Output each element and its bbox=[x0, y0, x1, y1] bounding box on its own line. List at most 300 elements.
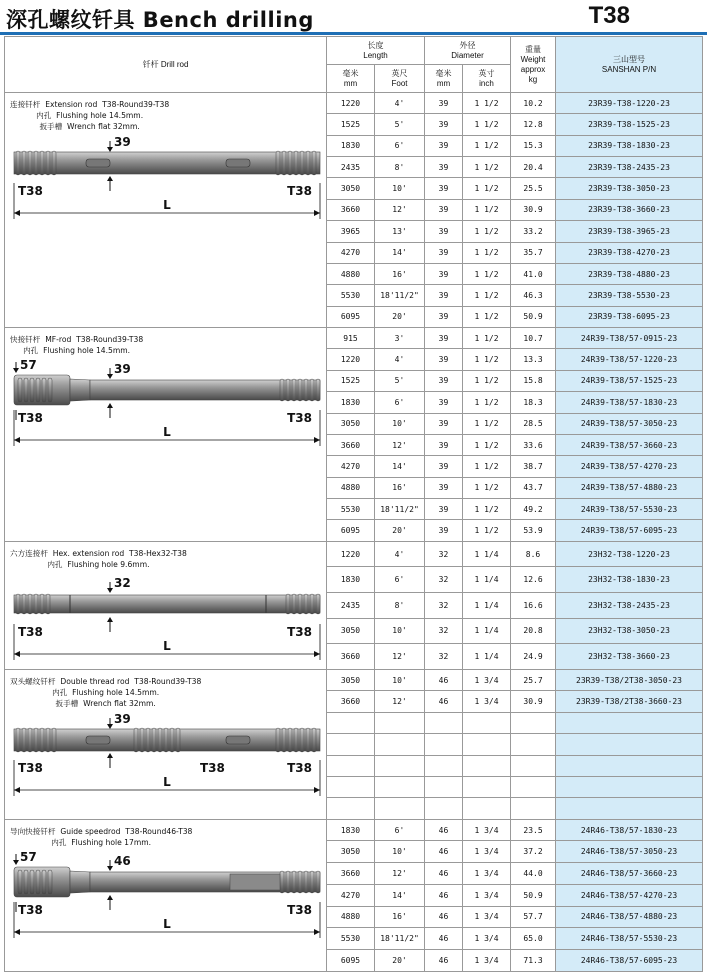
diameter-in-cell: 1 3/4 bbox=[463, 950, 511, 972]
weight-kg-cell: 16.6 bbox=[511, 593, 556, 619]
length-ft-cell bbox=[375, 798, 425, 819]
diameter-in-cell: 1 1/2 bbox=[463, 370, 511, 391]
part-number-cell: 24R39-T38/57-1525-23 bbox=[556, 370, 703, 391]
table-row bbox=[5, 541, 703, 567]
weight-kg-cell: 35.7 bbox=[511, 242, 556, 263]
thread-left bbox=[42, 378, 46, 402]
length-mm-cell: 4270 bbox=[327, 456, 375, 477]
thread-right bbox=[298, 379, 302, 401]
rod-body bbox=[14, 152, 320, 174]
length-mm-cell: 3660 bbox=[327, 863, 375, 885]
part-number-cell: 23R39-T38-1220-23 bbox=[556, 93, 703, 114]
weight-kg-cell: 30.9 bbox=[511, 199, 556, 220]
thread-left bbox=[16, 151, 20, 175]
thread-right bbox=[288, 151, 292, 175]
part-number-cell bbox=[556, 776, 703, 797]
length-label: L bbox=[163, 774, 171, 789]
rod-illustration bbox=[10, 360, 326, 472]
diameter-mm-cell: 39 bbox=[425, 285, 463, 306]
length-label: L bbox=[163, 638, 171, 653]
rod-drawing bbox=[10, 360, 326, 470]
length-ft-cell: 5' bbox=[375, 370, 425, 391]
diameter-in-cell bbox=[463, 755, 511, 776]
dim-arrow-left bbox=[14, 437, 20, 443]
rod-drawing bbox=[10, 574, 326, 684]
thread-left bbox=[34, 594, 38, 614]
part-number-cell: 23R39-T38-4270-23 bbox=[556, 242, 703, 263]
diameter-mm-cell: 39 bbox=[425, 221, 463, 242]
part-number-cell: 24R39-T38/57-3660-23 bbox=[556, 434, 703, 455]
wrench-flat-left bbox=[86, 159, 110, 167]
diameter-in-cell: 1 1/2 bbox=[463, 327, 511, 348]
weight-kg-cell: 37.2 bbox=[511, 841, 556, 863]
dia-label: 32 bbox=[114, 575, 131, 590]
diameter-mm-heading: 毫米 mm bbox=[425, 65, 463, 93]
length-mm-cell: 1525 bbox=[327, 370, 375, 391]
dim-arrow-right bbox=[314, 437, 320, 443]
length-ft-cell: 6' bbox=[375, 567, 425, 593]
product-description-cell bbox=[5, 93, 327, 328]
diameter-in-cell: 1 1/2 bbox=[463, 306, 511, 327]
weight-kg-cell: 33.2 bbox=[511, 221, 556, 242]
rod-body bbox=[90, 872, 320, 892]
length-mm-cell: 1220 bbox=[327, 541, 375, 567]
thread-right bbox=[282, 151, 286, 175]
thread-middle bbox=[164, 728, 168, 752]
diameter-in-cell: 1 3/4 bbox=[463, 841, 511, 863]
length-mm-cell: 3965 bbox=[327, 221, 375, 242]
thread-label-middle: T38 bbox=[200, 760, 225, 775]
diameter-in-cell: 1 1/2 bbox=[463, 392, 511, 413]
weight-kg-cell bbox=[511, 776, 556, 797]
length-ft-cell: 12' bbox=[375, 691, 425, 712]
thread-right bbox=[286, 871, 290, 893]
thread-left bbox=[48, 870, 52, 894]
part-number-cell: 24R46-T38/57-5530-23 bbox=[556, 928, 703, 950]
diameter-in-cell: 1 1/2 bbox=[463, 520, 511, 541]
length-mm-cell: 3050 bbox=[327, 669, 375, 690]
length-ft-cell: 10' bbox=[375, 669, 425, 690]
description-line: 导向快接钎杆 Guide speedrod T38-Round46-T38 bbox=[10, 826, 193, 836]
thread-label-right: T38 bbox=[287, 410, 312, 425]
weight-kg-cell: 71.3 bbox=[511, 950, 556, 972]
part-number-cell: 23R39-T38-1525-23 bbox=[556, 114, 703, 135]
diameter-mm-cell: 39 bbox=[425, 413, 463, 434]
diameter-heading: 外径 Diameter bbox=[425, 37, 511, 65]
diameter-mm-cell: 39 bbox=[425, 392, 463, 413]
dim-arrow-left bbox=[14, 651, 20, 657]
length-ft-cell: 4' bbox=[375, 349, 425, 370]
thread-right bbox=[280, 871, 284, 893]
diameter-in-cell: 1 3/4 bbox=[463, 928, 511, 950]
diameter-in-cell: 1 1/2 bbox=[463, 199, 511, 220]
length-mm-cell: 4270 bbox=[327, 884, 375, 906]
length-mm-cell: 1830 bbox=[327, 819, 375, 841]
description-line: 连接钎杆 Extension rod T38-Round39-T38 bbox=[10, 100, 170, 109]
diameter-in-cell: 1 1/2 bbox=[463, 413, 511, 434]
thread-right bbox=[286, 379, 290, 401]
part-number-cell: 24R39-T38/57-4880-23 bbox=[556, 477, 703, 498]
weight-kg-cell: 20.4 bbox=[511, 157, 556, 178]
thread-left bbox=[28, 728, 32, 752]
rod-drawing bbox=[10, 133, 326, 243]
page-title: 深孔螺纹钎具 Bench drilling bbox=[6, 8, 314, 32]
diameter-mm-cell: 39 bbox=[425, 370, 463, 391]
taper bbox=[70, 871, 90, 893]
length-ft-cell: 18'11/2" bbox=[375, 928, 425, 950]
part-number-cell: 24R46-T38/57-3050-23 bbox=[556, 841, 703, 863]
dia2-arrowhead bbox=[13, 368, 19, 373]
part-number-cell: 24R46-T38/57-6095-23 bbox=[556, 950, 703, 972]
length-ft-cell: 14' bbox=[375, 242, 425, 263]
length-ft-cell: 10' bbox=[375, 841, 425, 863]
diameter-mm-cell: 32 bbox=[425, 593, 463, 619]
diameter-in-heading: 英寸 inch bbox=[463, 65, 511, 93]
weight-kg-cell: 49.2 bbox=[511, 499, 556, 520]
diameter-mm-cell: 39 bbox=[425, 327, 463, 348]
weight-kg-cell: 33.6 bbox=[511, 434, 556, 455]
length-ft-cell bbox=[375, 776, 425, 797]
diameter-mm-cell bbox=[425, 755, 463, 776]
part-number-cell: 24R39-T38/57-5530-23 bbox=[556, 499, 703, 520]
length-mm-cell: 3050 bbox=[327, 841, 375, 863]
thread-left bbox=[16, 728, 20, 752]
length-mm-cell: 2435 bbox=[327, 157, 375, 178]
weight-kg-cell: 8.6 bbox=[511, 541, 556, 567]
length-ft-cell: 8' bbox=[375, 157, 425, 178]
diameter-mm-cell: 39 bbox=[425, 456, 463, 477]
length-ft-cell: 20' bbox=[375, 306, 425, 327]
part-number-cell: 24R39-T38/57-1830-23 bbox=[556, 392, 703, 413]
diameter-mm-cell: 39 bbox=[425, 114, 463, 135]
length-mm-heading: 毫米 mm bbox=[327, 65, 375, 93]
thread-label-left: T38 bbox=[18, 410, 43, 425]
thread-left bbox=[28, 151, 32, 175]
weight-kg-cell: 50.9 bbox=[511, 306, 556, 327]
dim-arrow-right bbox=[314, 210, 320, 216]
table-row bbox=[5, 327, 703, 348]
thread-left bbox=[28, 594, 32, 614]
weight-kg-cell: 18.3 bbox=[511, 392, 556, 413]
length-mm-cell: 6095 bbox=[327, 306, 375, 327]
diameter-mm-cell: 46 bbox=[425, 691, 463, 712]
pn-heading: 三山型号 SANSHAN P/N bbox=[556, 37, 703, 93]
length-mm-cell: 6095 bbox=[327, 950, 375, 972]
diameter-in-cell: 1 1/4 bbox=[463, 541, 511, 567]
diameter-in-cell: 1 1/2 bbox=[463, 93, 511, 114]
thread-right bbox=[294, 728, 298, 752]
diameter-in-cell bbox=[463, 776, 511, 797]
thread-right bbox=[312, 151, 316, 175]
thread-left bbox=[46, 728, 50, 752]
diameter-mm-cell bbox=[425, 734, 463, 755]
thread-middle bbox=[152, 728, 156, 752]
length-mm-cell: 3660 bbox=[327, 644, 375, 670]
thread-right bbox=[306, 151, 310, 175]
length-mm-cell: 915 bbox=[327, 327, 375, 348]
diameter-mm-cell: 39 bbox=[425, 199, 463, 220]
thread-right bbox=[304, 379, 308, 401]
diameter-mm-cell: 32 bbox=[425, 567, 463, 593]
diameter-in-cell: 1 1/4 bbox=[463, 644, 511, 670]
diameter-mm-cell: 46 bbox=[425, 950, 463, 972]
thread-right bbox=[292, 871, 296, 893]
diameter-in-cell: 1 1/2 bbox=[463, 285, 511, 306]
diameter-mm-cell: 39 bbox=[425, 349, 463, 370]
length-ft-cell: 8' bbox=[375, 593, 425, 619]
length-ft-cell: 18'11/2" bbox=[375, 499, 425, 520]
length-ft-cell: 4' bbox=[375, 93, 425, 114]
part-number-cell bbox=[556, 798, 703, 819]
page-header bbox=[0, 0, 707, 34]
thread-left bbox=[48, 378, 52, 402]
weight-kg-cell: 30.9 bbox=[511, 691, 556, 712]
dia2-arrowhead bbox=[13, 860, 19, 865]
thread-left bbox=[40, 594, 44, 614]
part-number-cell: 24R39-T38/57-6095-23 bbox=[556, 520, 703, 541]
diameter-mm-cell: 39 bbox=[425, 242, 463, 263]
length-mm-cell: 4880 bbox=[327, 477, 375, 498]
thread-left bbox=[40, 728, 44, 752]
length-ft-cell: 16' bbox=[375, 477, 425, 498]
diameter-in-cell: 1 3/4 bbox=[463, 906, 511, 928]
length-ft-cell: 6' bbox=[375, 392, 425, 413]
diameter-mm-cell: 46 bbox=[425, 669, 463, 690]
length-ft-heading: 英尺 Foot bbox=[375, 65, 425, 93]
diameter-mm-cell: 46 bbox=[425, 841, 463, 863]
thread-left bbox=[52, 728, 56, 752]
length-mm-cell: 3660 bbox=[327, 199, 375, 220]
length-ft-cell: 10' bbox=[375, 413, 425, 434]
diameter-in-cell: 1 3/4 bbox=[463, 691, 511, 712]
thread-middle bbox=[158, 728, 162, 752]
length-mm-cell: 1830 bbox=[327, 135, 375, 156]
dia-label: 39 bbox=[114, 361, 131, 376]
thread-right bbox=[310, 594, 314, 614]
series-label: T38 bbox=[588, 2, 630, 29]
weight-kg-cell: 38.7 bbox=[511, 456, 556, 477]
part-number-cell: 23R39-T38-3660-23 bbox=[556, 199, 703, 220]
product-heading: 钎杆 Drill rod bbox=[5, 37, 327, 93]
length-label: L bbox=[163, 198, 171, 212]
weight-kg-cell: 10.2 bbox=[511, 93, 556, 114]
length-mm-cell: 1525 bbox=[327, 114, 375, 135]
rod-body bbox=[90, 380, 320, 400]
product-description-cell bbox=[5, 669, 327, 819]
part-number-cell: 23R39-T38-4880-23 bbox=[556, 263, 703, 284]
length-ft-cell: 16' bbox=[375, 263, 425, 284]
diameter-in-cell: 1 1/2 bbox=[463, 221, 511, 242]
length-mm-cell: 3050 bbox=[327, 618, 375, 644]
thread-right bbox=[304, 871, 308, 893]
thread-middle bbox=[134, 728, 138, 752]
product-description-cell bbox=[5, 327, 327, 541]
thread-middle bbox=[140, 728, 144, 752]
length-label: L bbox=[163, 916, 171, 931]
diameter-mm-cell: 39 bbox=[425, 157, 463, 178]
dia-arrowhead bbox=[107, 724, 113, 729]
thread-right bbox=[276, 151, 280, 175]
thread-right bbox=[310, 871, 314, 893]
thread-label-left: T38 bbox=[18, 902, 43, 917]
length-mm-cell: 4880 bbox=[327, 263, 375, 284]
length-ft-cell: 12' bbox=[375, 434, 425, 455]
thread-left bbox=[46, 151, 50, 175]
weight-kg-cell: 10.7 bbox=[511, 327, 556, 348]
thread-label-right: T38 bbox=[287, 760, 312, 775]
product-description bbox=[10, 676, 201, 709]
length-ft-cell: 14' bbox=[375, 884, 425, 906]
diameter-mm-cell: 39 bbox=[425, 178, 463, 199]
rod-body bbox=[14, 595, 320, 613]
length-label: L bbox=[163, 424, 171, 439]
dia-arrowhead bbox=[107, 753, 113, 758]
description-line: 内孔 Flushing hole 14.5mm. bbox=[23, 345, 131, 355]
diameter-mm-cell bbox=[425, 776, 463, 797]
length-ft-cell: 6' bbox=[375, 135, 425, 156]
weight-kg-cell: 46.3 bbox=[511, 285, 556, 306]
thread-right bbox=[292, 379, 296, 401]
length-mm-cell bbox=[327, 734, 375, 755]
part-number-cell bbox=[556, 734, 703, 755]
diameter-mm-cell: 39 bbox=[425, 499, 463, 520]
length-ft-cell: 10' bbox=[375, 178, 425, 199]
weight-kg-cell: 50.9 bbox=[511, 884, 556, 906]
description-line: 六方连接杆 Hex. extension rod T38-Hex32-T38 bbox=[10, 548, 187, 558]
part-number-cell: 24R39-T38/57-0915-23 bbox=[556, 327, 703, 348]
product-description bbox=[10, 826, 192, 848]
thread-right bbox=[292, 594, 296, 614]
drill-rod-table bbox=[4, 36, 703, 972]
part-number-cell bbox=[556, 755, 703, 776]
product-description-cell bbox=[5, 819, 327, 971]
length-ft-cell: 12' bbox=[375, 199, 425, 220]
length-mm-cell: 4880 bbox=[327, 906, 375, 928]
thread-right bbox=[294, 151, 298, 175]
diameter-in-cell: 1 1/2 bbox=[463, 242, 511, 263]
thread-right bbox=[316, 379, 320, 401]
weight-kg-cell: 20.8 bbox=[511, 618, 556, 644]
length-mm-cell: 3050 bbox=[327, 178, 375, 199]
diameter-mm-cell: 39 bbox=[425, 520, 463, 541]
part-number-cell: 23H32-T38-3660-23 bbox=[556, 644, 703, 670]
thread-right bbox=[316, 594, 320, 614]
diameter-mm-cell: 46 bbox=[425, 884, 463, 906]
diameter-mm-cell bbox=[425, 712, 463, 733]
dia-arrowhead bbox=[107, 374, 113, 379]
dia-label: 46 bbox=[114, 853, 131, 868]
dia-arrowhead bbox=[107, 147, 113, 152]
length-mm-cell: 3050 bbox=[327, 413, 375, 434]
length-ft-cell bbox=[375, 755, 425, 776]
thread-left bbox=[34, 728, 38, 752]
part-number-cell: 23H32-T38-3050-23 bbox=[556, 618, 703, 644]
diameter-in-cell: 1 1/2 bbox=[463, 499, 511, 520]
part-number-cell: 23R39-T38-5530-23 bbox=[556, 285, 703, 306]
diameter-mm-cell: 39 bbox=[425, 93, 463, 114]
wrench-flat-right bbox=[226, 159, 250, 167]
thread-right bbox=[316, 871, 320, 893]
length-ft-cell: 16' bbox=[375, 906, 425, 928]
weight-kg-cell: 44.0 bbox=[511, 863, 556, 885]
diameter-in-cell: 1 1/4 bbox=[463, 618, 511, 644]
part-number-cell: 23R39-T38-3965-23 bbox=[556, 221, 703, 242]
thread-left bbox=[36, 870, 40, 894]
part-number-cell: 23H32-T38-1220-23 bbox=[556, 541, 703, 567]
diameter-mm-cell: 32 bbox=[425, 618, 463, 644]
thread-left bbox=[30, 870, 34, 894]
thread-left bbox=[52, 151, 56, 175]
weight-kg-cell: 57.7 bbox=[511, 906, 556, 928]
length-ft-cell: 10' bbox=[375, 618, 425, 644]
part-number-cell: 23R39-T38/2T38-3660-23 bbox=[556, 691, 703, 712]
dia2-label: 57 bbox=[20, 851, 37, 864]
table-row bbox=[5, 819, 703, 841]
diameter-mm-cell bbox=[425, 798, 463, 819]
description-line: 内孔 Flushing hole 9.6mm. bbox=[47, 559, 150, 569]
rod-illustration bbox=[10, 133, 326, 245]
product-description bbox=[10, 99, 169, 132]
length-ft-cell: 12' bbox=[375, 644, 425, 670]
weight-kg-cell: 12.6 bbox=[511, 567, 556, 593]
thread-left bbox=[18, 870, 22, 894]
weight-kg-cell: 25.7 bbox=[511, 669, 556, 690]
diameter-in-cell: 1 1/2 bbox=[463, 263, 511, 284]
length-ft-cell: 6' bbox=[375, 819, 425, 841]
part-number-cell: 24R46-T38/57-4270-23 bbox=[556, 884, 703, 906]
thread-left bbox=[36, 378, 40, 402]
part-number-cell: 23R39-T38-1830-23 bbox=[556, 135, 703, 156]
thread-right bbox=[310, 379, 314, 401]
thread-left bbox=[22, 594, 26, 614]
diameter-mm-cell: 39 bbox=[425, 306, 463, 327]
thread-right bbox=[286, 594, 290, 614]
weight-kg-cell bbox=[511, 798, 556, 819]
thread-left bbox=[42, 870, 46, 894]
length-mm-cell: 3660 bbox=[327, 691, 375, 712]
length-mm-cell: 6095 bbox=[327, 520, 375, 541]
dia-arrowhead bbox=[107, 617, 113, 622]
length-mm-cell: 4270 bbox=[327, 242, 375, 263]
length-mm-cell: 5530 bbox=[327, 285, 375, 306]
part-number-cell: 23H32-T38-2435-23 bbox=[556, 593, 703, 619]
wrench-flat-left bbox=[86, 736, 110, 744]
diameter-in-cell bbox=[463, 798, 511, 819]
part-number-cell: 23R39-T38-6095-23 bbox=[556, 306, 703, 327]
diameter-mm-cell: 46 bbox=[425, 928, 463, 950]
length-ft-cell: 20' bbox=[375, 950, 425, 972]
part-number-cell bbox=[556, 712, 703, 733]
thread-middle bbox=[170, 728, 174, 752]
thread-right bbox=[298, 594, 302, 614]
length-heading: 长度 Length bbox=[327, 37, 425, 65]
part-number-cell: 24R46-T38/57-1830-23 bbox=[556, 819, 703, 841]
diameter-in-cell: 1 1/2 bbox=[463, 157, 511, 178]
length-mm-cell bbox=[327, 712, 375, 733]
thread-label-left: T38 bbox=[18, 184, 43, 198]
length-ft-cell bbox=[375, 734, 425, 755]
part-number-cell: 23R39-T38-3050-23 bbox=[556, 178, 703, 199]
dim-arrow-left bbox=[14, 787, 20, 793]
diameter-mm-cell: 39 bbox=[425, 477, 463, 498]
length-ft-cell: 12' bbox=[375, 863, 425, 885]
thread-left bbox=[22, 151, 26, 175]
part-number-cell: 24R46-T38/57-4880-23 bbox=[556, 906, 703, 928]
length-ft-cell bbox=[375, 712, 425, 733]
length-mm-cell bbox=[327, 776, 375, 797]
dia-arrowhead bbox=[107, 895, 113, 900]
length-mm-cell: 1220 bbox=[327, 93, 375, 114]
